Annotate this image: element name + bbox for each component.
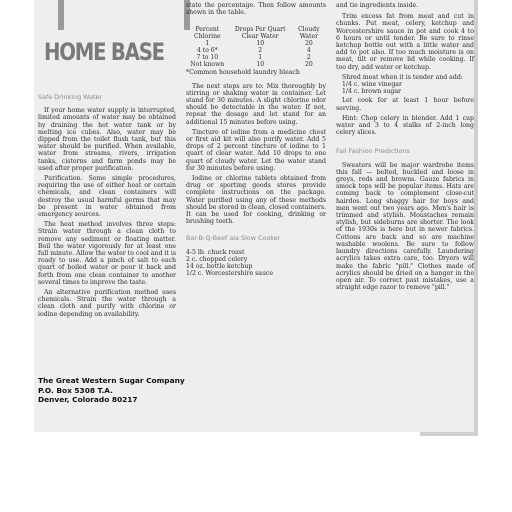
company-address bbox=[38, 376, 185, 405]
paragraph: Hint: Chop celery in blender. Add 1 cup water and 3 to 4 stalks of 2-inch long celery slices. bbox=[336, 114, 474, 137]
table-cell: 20 bbox=[304, 61, 313, 69]
table-cell: 4 to 6* bbox=[196, 47, 218, 55]
paragraph: The heat method involves three steps: Strain water through a clean cloth to remove any sediment or floating matter. Boil the water vigorously for at least one full minute. Allow the water to cool and it is ready to use. Add a pinch of salt to each quart of boiled water or pour it back and forth from one clean container to another several times to improve the taste. bbox=[38, 221, 176, 286]
paragraph: Shred meat when it is tender and add: bbox=[342, 73, 463, 81]
paragraph: Let cook for at least 1 hour before serving. bbox=[336, 97, 474, 112]
table-cell: Not known bbox=[190, 61, 225, 69]
table-footnote: *Common household laundry bleach bbox=[186, 69, 300, 77]
table-row bbox=[186, 40, 326, 47]
chlorine-table bbox=[186, 26, 326, 68]
paragraph: Purification. Some simple procedures, requiring the use of either heat or certain chemicals, and clean containers will destroy the usual harmful germs that may be present in water obtained from emergency sources. bbox=[38, 175, 176, 219]
ingredient: 14 oz. bottle ketchup bbox=[186, 263, 253, 271]
paragraph: and tie ingredients inside. bbox=[336, 2, 419, 9]
ingredient: 4-5 lb. chuck roast bbox=[186, 248, 245, 256]
scan-shadow bbox=[474, 0, 478, 432]
paragraph: Tincture of iodine from a medicine chest or first aid kit will also purify water. Add 5 drops of 2 percent tincture of iodine to 1 quart of clear water. Add 10 drops to one quart of cloudy water. Let the water stand for 30 minutes before using. bbox=[186, 128, 326, 172]
table-cell: 1 bbox=[258, 54, 263, 62]
paragraph: Iodine or chlorine tablets obtained from drug or sporting goods stores provide complete instructions on the package. Water purified using any of these methods should be stored in clean, closed containers. It can be used for cooking, drinking or brushing teeth. bbox=[186, 175, 326, 226]
home-base-logo: HOME BASE bbox=[44, 38, 164, 66]
table-header: Cloudy Water bbox=[298, 26, 320, 41]
table-cell: 10 bbox=[256, 40, 265, 48]
paragraph: Sweaters will be major wardrobe items this fall — belted, buckled and loose in greys, reds and browns. Gauze fabrics in smock tops will be popular items. Hats are coming back to complement close-cut hairdos. Long shaggy hair for boys and men went out two years ago. Men's hair is trimmed and stylish. Moustaches remain stylish, but sideburns are shorter. The look of the 1930s is here but in newer fabrics. Cottons are back and so are machine washable woolens. Be sure to follow laundry directions carefully. Laundering acrylics takes extra care, too. Dryers will make the fabric "pill." Clothes made of acrylics should be dried on a hanger in the open air. To correct past mistakes, use a straight edge razor to remove "pill." bbox=[336, 161, 474, 292]
paragraph: If your home water supply is interrupted, limited amounts of water may be obtained by draining the hot water tank or by melting ice cubes. Also, water may be dipped from the toilet flush tank, but this water should be purified. When available, water from streams, rivers, irrigation tanks, cisterns and farm ponds may be used after proper purification. bbox=[38, 107, 176, 172]
table-header: Drops Per Quart Clear Water bbox=[234, 26, 286, 41]
table-row bbox=[186, 61, 326, 68]
table-cell: 10 bbox=[256, 61, 265, 69]
column-3 bbox=[336, 2, 474, 294]
table-cell: 2 bbox=[306, 54, 311, 62]
column-1 bbox=[38, 88, 176, 321]
table-cell: 4 bbox=[306, 47, 311, 55]
paragraph: An alternative purification method uses chemicals. Strain the water through a clean cloth and purify with chlorine or iodine depending on availability. bbox=[38, 289, 176, 318]
address-line: P.O. Box 5308 T.A. bbox=[38, 385, 113, 395]
ingredient: 1/4 c. brown sugar bbox=[342, 88, 401, 96]
address-line: Denver, Colorado 80217 bbox=[38, 395, 138, 404]
logo-roof bbox=[58, 0, 190, 30]
paragraph: Trim excess fat from meat and cut in chunks. Put meat, celery, ketchup and Worcestershire sauce in pot and cook 4 to 6 hours or until tender. Be sure to rinse ketchup bottle out with a little water and add to pot also. If too much moisture is on meat, tilt or remove lid while cooking. If too dry, add water or ketchup. bbox=[336, 13, 474, 71]
table-header: Percent Chlorine bbox=[194, 26, 221, 41]
table-cell: 2 bbox=[258, 47, 263, 55]
scan-shadow-bottom bbox=[420, 432, 478, 436]
table-row bbox=[186, 47, 326, 54]
paragraph: The next steps are to: Mix thoroughly by stirring or shaking water in container. Let stand for 30 minutes. A slight chlorine odor should be detectable in the water. If not, repeat the dosage and let stand for an additional 15 minutes before using. bbox=[186, 82, 326, 126]
paragraph: state the percentage. Then follow amounts shown in the table. bbox=[186, 2, 326, 17]
heading-fall-fashion: Fall Fashion Predictions bbox=[336, 147, 410, 156]
column-2 bbox=[186, 2, 326, 277]
ingredient: 1/2 c. Worcestershire sauce bbox=[186, 270, 274, 278]
heading-bar-b-q-beef: Bar-B-Q-Beef ala Slow Cooker bbox=[186, 234, 281, 243]
ingredient: 1/4 c. wine vinegar bbox=[342, 81, 402, 89]
ingredient: 2 c. chopped celery bbox=[186, 255, 248, 263]
table-row bbox=[186, 54, 326, 61]
table-cell: 20 bbox=[304, 40, 313, 48]
table-cell: 7 to 10 bbox=[196, 54, 219, 62]
table-cell: 1 bbox=[205, 40, 210, 48]
heading-safe-drinking-water: Safe Drinking Water bbox=[38, 93, 103, 101]
address-line: The Great Western Sugar Company bbox=[38, 376, 185, 385]
